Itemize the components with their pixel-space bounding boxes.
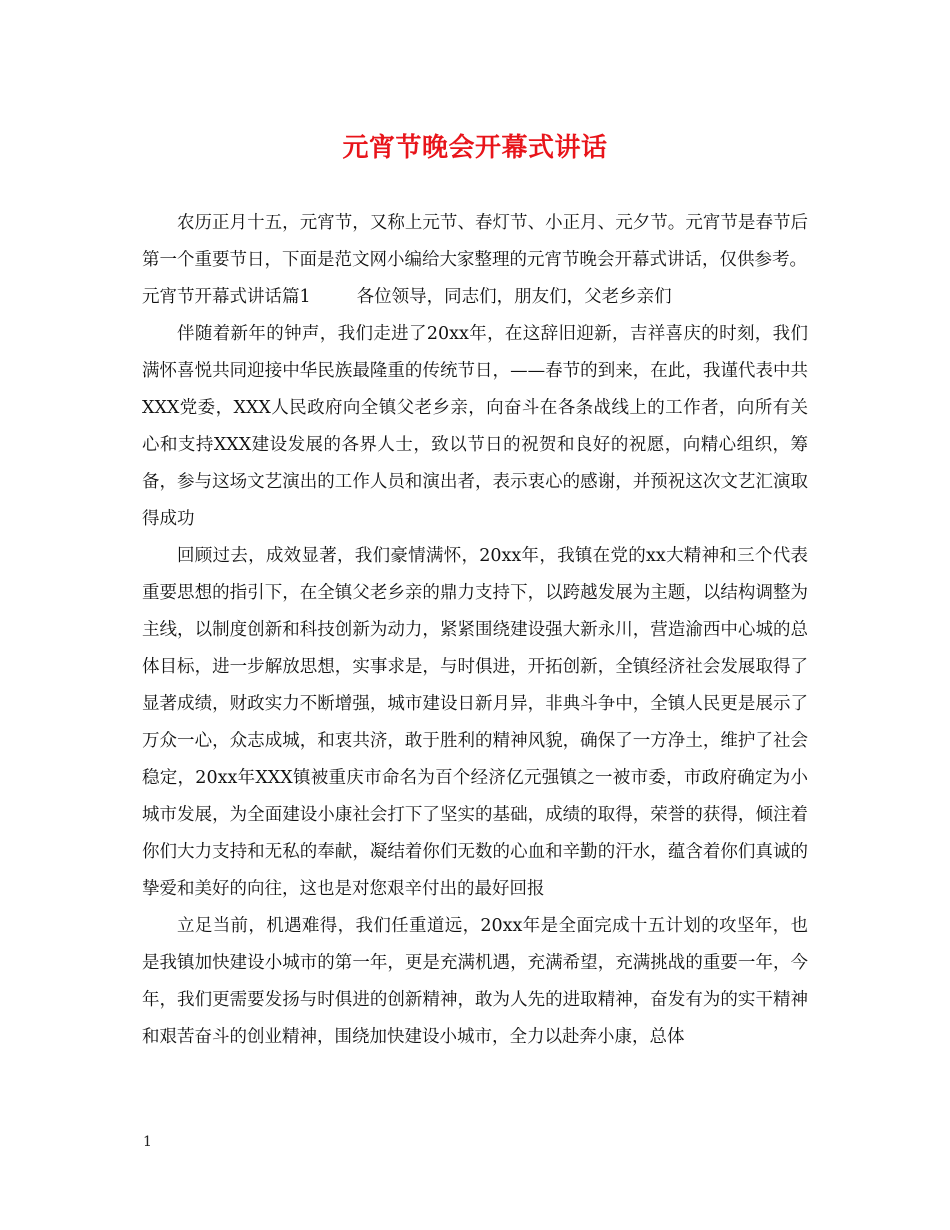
section-heading-line: [142, 279, 808, 316]
intro-paragraph: 农历正月十五，元宵节，又称上元节、春灯节、小正月、元夕节。元宵节是春节后第一个重要节日，下面是范文网小编给大家整理的元宵节晚会开幕式讲话，仅供参考。: [142, 213, 808, 270]
body-paragraph-1: 伴随着新年的钟声，我们走进了20xx年，在这辞旧迎新，吉祥喜庆的时刻，我们满怀喜悦共同迎接中华民族最隆重的传统节日，——春节的到来，在此，我谨代表中共XXX党委，XXX人民政府向全镇父老乡亲，向奋斗在各条战线上的工作者，向所有关心和支持XXX建设发展的各界人士，致以节日的祝贺和良好的祝愿，向精心组织，筹备，参与这场文艺演出的工作人员和演出者，表示衷心的感谢，并预祝这次文艺汇演取得成功: [142, 324, 808, 529]
greeting: 各位领导，同志们，朋友们，父老乡亲们: [356, 287, 672, 307]
document-body: [142, 205, 808, 1056]
page-number: 1: [143, 1134, 152, 1150]
section-heading: 元宵节开幕式讲话篇1: [142, 287, 311, 307]
document-title: 元宵节晚会开幕式讲话: [342, 133, 608, 163]
body-paragraph-2: 回顾过去，成效显著，我们豪情满怀，20xx年，我镇在党的xx大精神和三个代表重要思想的指引下，在全镇父老乡亲的鼎力支持下，以跨越发展为主题，以结构调整为主线，以制度创新和科技创新为动力，紧紧围绕建设强大新永川，营造渝西中心城的总体目标，进一步解放思想，实事求是，与时俱进，开拓创新，全镇经济社会发展取得了显著成绩，财政实力不断增强，城市建设日新月异，非典斗争中，全镇人民更是展示了万众一心，众志成城，和衷共济，敢于胜利的精神风貌，确保了一方净土，维护了社会稳定，20xx年XXX镇被重庆市命名为百个经济亿元强镇之一被市委，市政府确定为小城市发展，为全面建设小康社会打下了坚实的基础，成绩的取得，荣誉的获得，倾注着你们大力支持和无私的奉献，凝结着你们无数的心血和辛勤的汗水，蕴含着你们真诚的挚爱和美好的向往，这也是对您艰辛付出的最好回报: [142, 546, 808, 899]
body-paragraph-3: 立足当前，机遇难得，我们任重道远，20xx年是全面完成十五计划的攻坚年，也是我镇加快建设小城市的第一年，更是充满机遇，充满希望，充满挑战的重要一年，今年，我们更需要发扬与时俱进的创新精神，敢为人先的进取精神，奋发有为的实干精神和艰苦奋斗的创业精神，围绕加快建设小城市，全力以赴奔小康，总体: [142, 916, 808, 1047]
